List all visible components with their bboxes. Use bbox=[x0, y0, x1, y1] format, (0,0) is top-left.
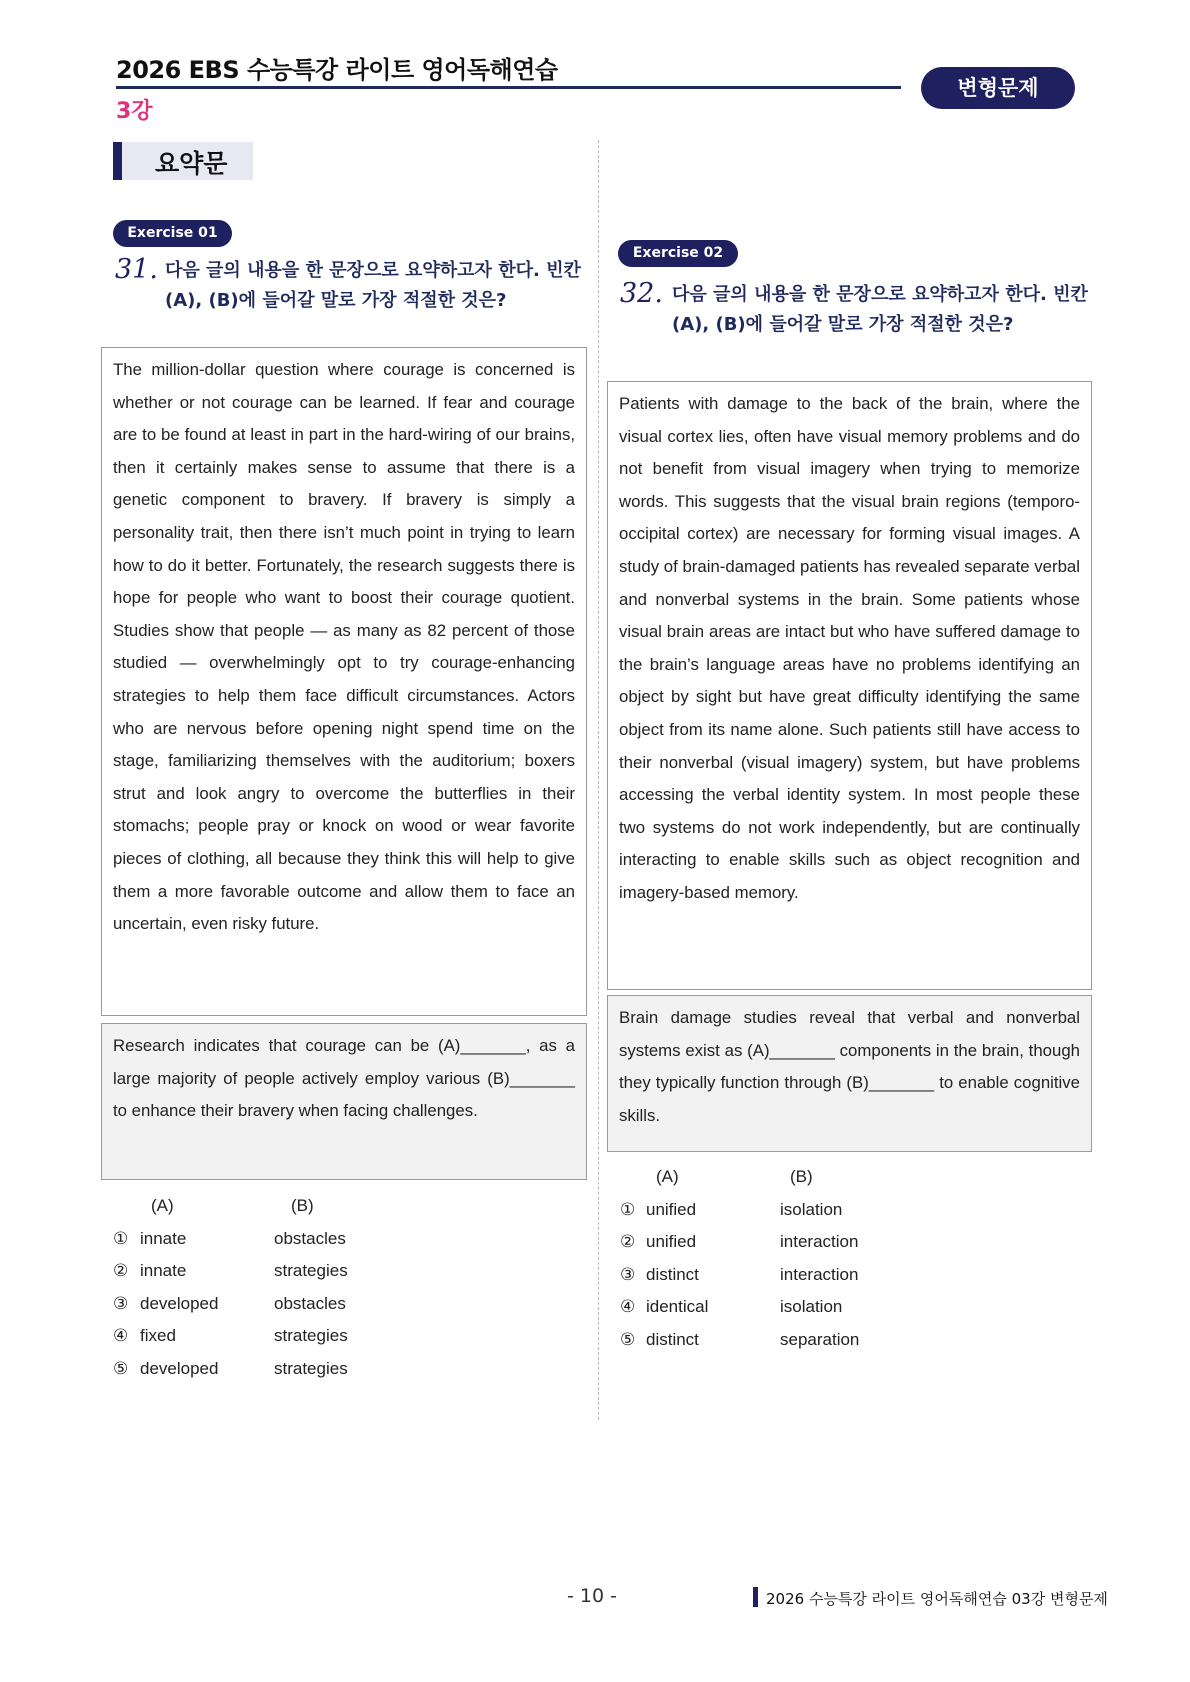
summary-32 bbox=[607, 995, 1092, 1152]
option-a: distinct bbox=[646, 1329, 699, 1349]
option-b: interaction bbox=[780, 1264, 859, 1284]
option-number: ③ bbox=[620, 1264, 636, 1284]
column-a-label: (A) bbox=[151, 1196, 174, 1215]
option-number: ③ bbox=[113, 1293, 129, 1313]
section-heading bbox=[113, 142, 253, 180]
column-divider bbox=[598, 140, 599, 1420]
category-badge: 변형문제 bbox=[921, 67, 1075, 109]
option-a: distinct bbox=[646, 1264, 699, 1284]
option-b: interaction bbox=[780, 1232, 859, 1252]
header-rule bbox=[116, 86, 901, 89]
option-b: strategies bbox=[274, 1261, 348, 1281]
options-32 bbox=[620, 1167, 920, 1363]
option-number: ① bbox=[113, 1228, 129, 1248]
option-b: isolation bbox=[780, 1297, 843, 1317]
option-3[interactable] bbox=[620, 1265, 920, 1298]
option-number: ② bbox=[113, 1261, 129, 1281]
option-a: developed bbox=[140, 1293, 219, 1313]
option-a: innate bbox=[140, 1261, 187, 1281]
passage-31-text: The million-dollar question where courage is concerned is whether or not courage can be learned. If fear and courage are to be found at least in part in the hard-wiring of our brains, then it certainly makes sense to assume that there is a genetic component to bravery. If bravery is simply a personality trait, then there isn’t much point in trying to learn how to do it better. Fortunately, the research suggests there is hope for people who want to boost their courage quotient. Studies show that people — as many as 82 percent of those studied — overwhelmingly opt to try courage-enhancing strategies to help them face difficult circumstances. Actors who are nervous before opening night spend time on the stage, familiarizing themselves with the auditorium; boxers strut and look angry to overcome the butterflies in their stomachs; people pray or knock on wood or wear favorite pieces of clothing, all because they think this will help to give them a more favorable outcome and allow them to face an uncertain, even risky future. bbox=[113, 360, 575, 934]
footer-title: 2026 수능특강 라이트 영어독해연습 03강 변형문제 bbox=[766, 1590, 1108, 1608]
option-2[interactable] bbox=[113, 1261, 413, 1294]
option-b: obstacles bbox=[274, 1293, 346, 1313]
option-1[interactable] bbox=[620, 1200, 920, 1233]
option-b: separation bbox=[780, 1329, 860, 1349]
section-marker bbox=[113, 142, 122, 180]
passage-32-text: Patients with damage to the back of the brain, where the visual cortex lies, often have visual memory problems and do not benefit from visual imagery when trying to memorize words. This suggests that the visual brain regions (temporo-occipital cortex) are necessary for forming visual images. A study of brain-damaged patients has revealed separate verbal and nonverbal systems in the brain. Some patients whose visual brain areas are intact but who have suffered damage to the brain’s language areas have no problems identifying an object by sight but have great difficulty identifying the same object from its name alone. Such patients still have access to their nonverbal (visual imagery) system, but have problems accessing the verbal identity system. In most people these two systems do not work independently, but are continually interacting to enable skills such as object recognition and imagery-based memory. bbox=[619, 394, 1080, 902]
option-number: ① bbox=[620, 1199, 636, 1219]
passage-32 bbox=[607, 381, 1092, 990]
option-number: ⑤ bbox=[113, 1358, 129, 1378]
exercise-02-badge: Exercise 02 bbox=[618, 240, 738, 267]
option-number: ④ bbox=[620, 1297, 636, 1317]
column-b-label: (B) bbox=[790, 1167, 813, 1186]
option-a: fixed bbox=[140, 1326, 176, 1346]
column-a-label: (A) bbox=[656, 1167, 679, 1186]
question-31-number: 31. bbox=[115, 254, 158, 285]
exercise-01-badge: Exercise 01 bbox=[113, 220, 232, 247]
option-5[interactable] bbox=[620, 1330, 920, 1363]
lesson-label: 3강 bbox=[116, 99, 153, 124]
question-32-prompt: 다음 글의 내용을 한 문장으로 요약하고자 한다. 빈칸 (A), (B)에 들어갈 말로 가장 적절한 것은? bbox=[672, 284, 1088, 335]
option-number: ② bbox=[620, 1232, 636, 1252]
question-31-prompt: 다음 글의 내용을 한 문장으로 요약하고자 한다. 빈칸 (A), (B)에 들어갈 말로 가장 적절한 것은? bbox=[165, 260, 581, 311]
option-a: identical bbox=[646, 1297, 709, 1317]
option-a: developed bbox=[140, 1358, 219, 1378]
option-a: unified bbox=[646, 1199, 697, 1219]
options-31 bbox=[113, 1196, 413, 1392]
option-4[interactable] bbox=[113, 1326, 413, 1359]
option-1[interactable] bbox=[113, 1229, 413, 1262]
option-b: strategies bbox=[274, 1358, 348, 1378]
option-3[interactable] bbox=[113, 1294, 413, 1327]
passage-31 bbox=[101, 347, 587, 1016]
options-31-header bbox=[113, 1196, 413, 1229]
column-b-label: (B) bbox=[291, 1196, 314, 1215]
option-b: strategies bbox=[274, 1326, 348, 1346]
option-b: isolation bbox=[780, 1199, 843, 1219]
summary-32-text: Brain damage studies reveal that verbal and nonverbal systems exist as (A)_______ components in the brain, though they typically function through (B)_______ to enable cognitive skills. bbox=[619, 1008, 1080, 1125]
summary-31-text: Research indicates that courage can be (A)_______, as a large majority of people actively employ various (B)_______ to enhance their bravery when facing challenges. bbox=[113, 1036, 575, 1121]
option-a: innate bbox=[140, 1228, 187, 1248]
footer-marker bbox=[753, 1587, 758, 1607]
page-number: - 10 - bbox=[567, 1585, 617, 1607]
document-title: 2026 EBS 수능특강 라이트 영어독해연습 bbox=[116, 56, 558, 84]
option-4[interactable] bbox=[620, 1297, 920, 1330]
question-32-number: 32. bbox=[620, 278, 663, 309]
section-title: 요약문 bbox=[155, 149, 228, 178]
option-2[interactable] bbox=[620, 1232, 920, 1265]
option-b: obstacles bbox=[274, 1228, 346, 1248]
option-number: ④ bbox=[113, 1326, 129, 1346]
option-5[interactable] bbox=[113, 1359, 413, 1392]
summary-31 bbox=[101, 1023, 587, 1180]
option-number: ⑤ bbox=[620, 1329, 636, 1349]
options-32-header bbox=[620, 1167, 920, 1200]
option-a: unified bbox=[646, 1232, 697, 1252]
